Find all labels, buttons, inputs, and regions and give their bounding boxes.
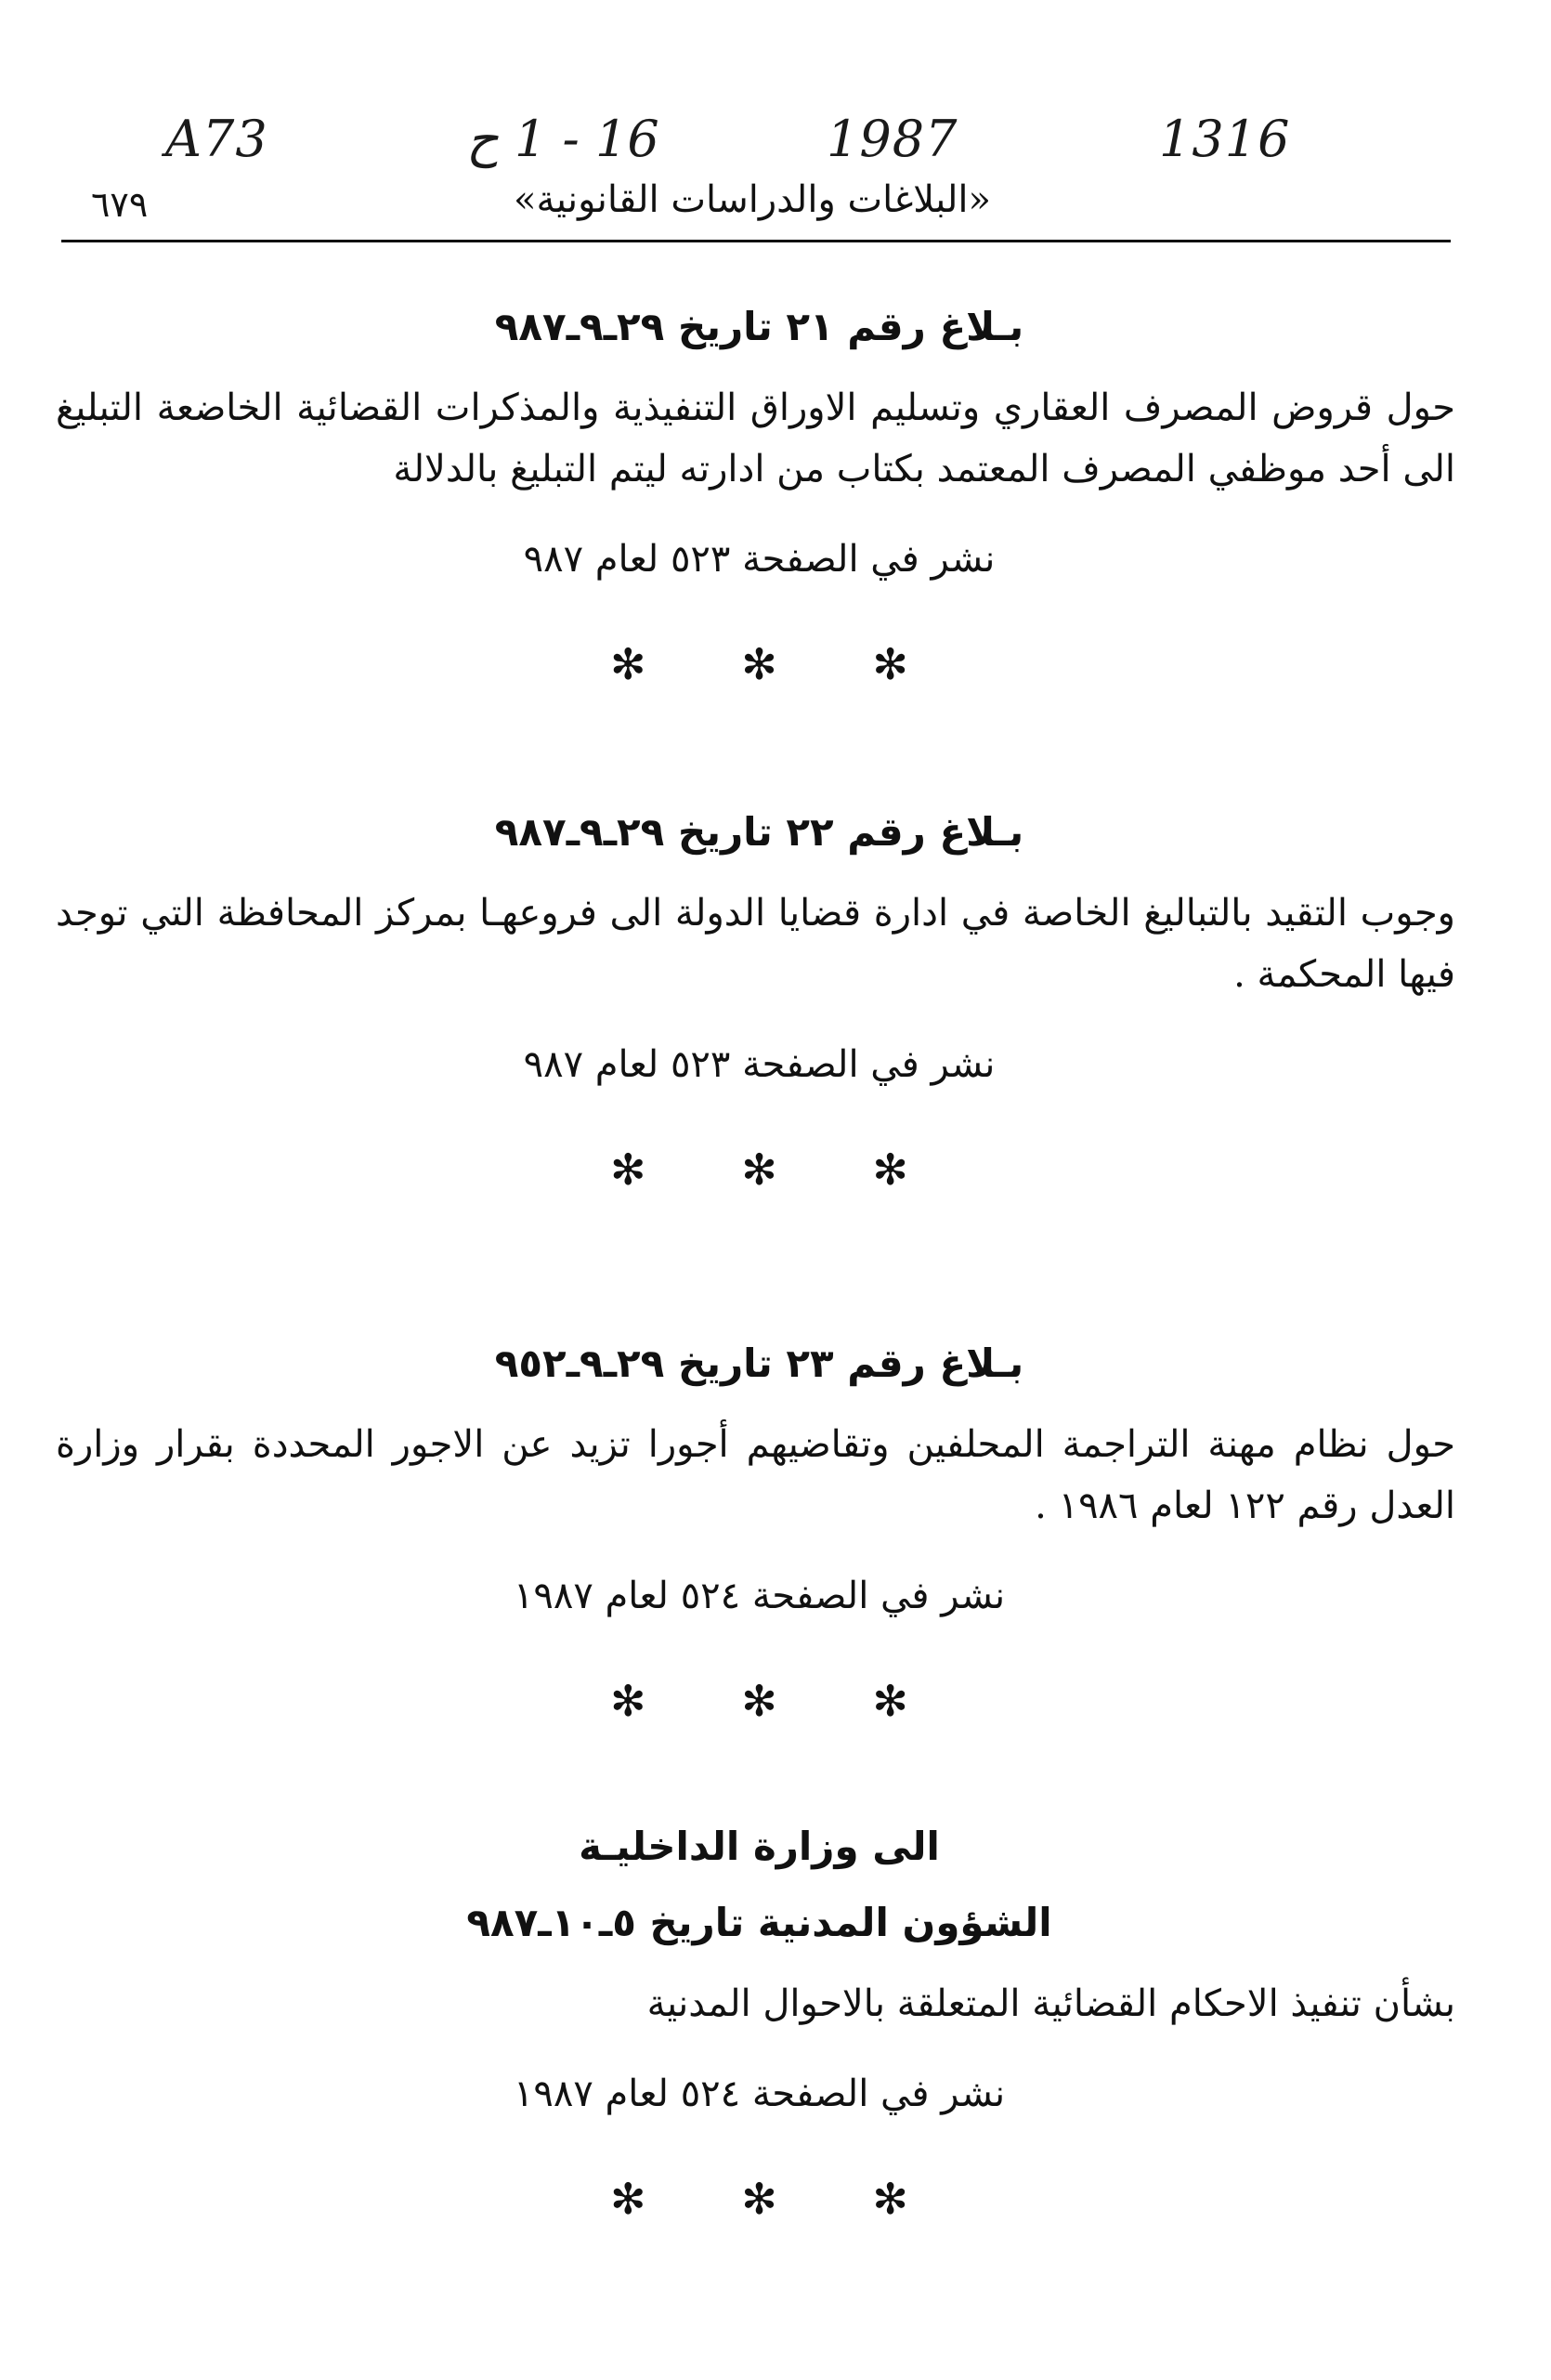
handwritten-year: 1987 bbox=[827, 110, 958, 168]
notice-22 bbox=[56, 804, 1463, 1193]
star-icon: ✻ bbox=[610, 639, 646, 689]
star-icon: ✻ bbox=[610, 1676, 646, 1726]
star-icon: ✻ bbox=[610, 1144, 646, 1195]
notice-body: حول نظام مهنة التراجمة المحلفين وتقاضيهم أجورا تزيد عن الاجور المحددة بقرار وزارة العدل رقم ١٢٢ لعام ١٩٨٦ . bbox=[56, 1423, 1455, 1527]
handwritten-ref-b: 1316 bbox=[1159, 110, 1291, 168]
notice-body: وجوب التقيد بالتباليغ الخاصة في ادارة قضايا الدولة الى فروعهـا بمركز المحافظة التي توجد فيها المحكمة . bbox=[56, 892, 1455, 996]
separator-stars bbox=[56, 1678, 1463, 1724]
separator-stars bbox=[56, 2176, 1463, 2222]
star-icon: ✻ bbox=[741, 2174, 777, 2224]
notice-title: بـلاغ رقم ٢٢ تاريخ ٢٩ـ٩ـ٩٨٧ bbox=[494, 809, 1024, 855]
interior-ministry-notice bbox=[56, 1819, 1463, 2222]
star-icon: ✻ bbox=[741, 1144, 777, 1195]
notice-body: حول قروض المصرف العقاري وتسليم الاوراق التنفيذية والمذكرات القضائية الخاضعة التبليغ الى أحد موظفي المصرف المعتمد بكتاب من ادارته ليتم التبليغ بالدلالة bbox=[56, 386, 1455, 490]
notice-body: بشأن تنفيذ الاحكام القضائية المتعلقة بالاحوال المدنية bbox=[646, 1982, 1455, 2025]
notice-title: بـلاغ رقم ٢١ تاريخ ٢٩ـ٩ـ٩٨٧ bbox=[494, 304, 1024, 349]
star-icon: ✻ bbox=[872, 2174, 908, 2224]
star-icon: ✻ bbox=[872, 1676, 908, 1726]
separator-stars bbox=[56, 641, 1463, 687]
notice-title: الى وزارة الداخليـة bbox=[579, 1824, 940, 1869]
star-icon: ✻ bbox=[872, 639, 908, 689]
publication-note: نشر في الصفحة ٥٢٤ لعام ١٩٨٧ bbox=[513, 1575, 1006, 1617]
handwritten-ref-a: A73 bbox=[165, 110, 268, 168]
star-icon: ✻ bbox=[872, 1144, 908, 1195]
publication-note: نشر في الصفحة ٥٢٣ لعام ٩٨٧ bbox=[523, 538, 996, 581]
publication-note: نشر في الصفحة ٥٢٣ لعام ٩٨٧ bbox=[523, 1043, 996, 1086]
handwritten-date: 16 - 1 ح bbox=[466, 110, 659, 168]
header-rule bbox=[61, 240, 1451, 242]
notice-subtitle: الشؤون المدنية تاريخ ٥ـ١٠ـ٩٨٧ bbox=[466, 1900, 1052, 1945]
notice-23 bbox=[56, 1336, 1463, 1724]
star-icon: ✻ bbox=[741, 1676, 777, 1726]
publication-note: نشر في الصفحة ٥٢٤ لعام ١٩٨٧ bbox=[513, 2073, 1006, 2115]
running-head: «البلاغات والدراسات القانونية» bbox=[514, 178, 991, 221]
notice-title: بـلاغ رقم ٢٣ تاريخ ٢٩ـ٩ـ٩٥٢ bbox=[494, 1340, 1024, 1386]
separator-stars bbox=[56, 1146, 1463, 1193]
notice-21 bbox=[56, 299, 1463, 687]
star-icon: ✻ bbox=[610, 2174, 646, 2224]
page-number: ٦٧٩ bbox=[91, 184, 149, 225]
star-icon: ✻ bbox=[741, 639, 777, 689]
